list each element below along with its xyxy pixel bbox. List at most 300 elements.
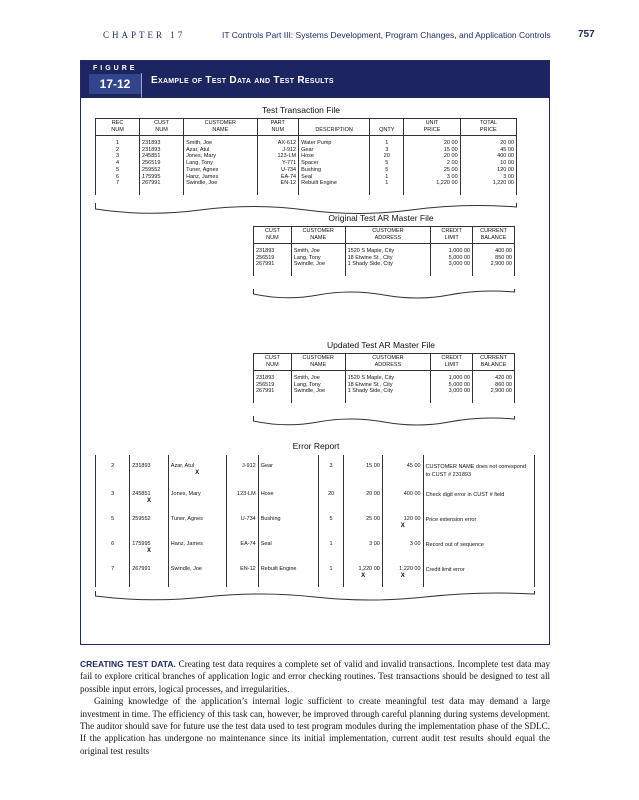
table-row [96,136,517,147]
column-header-line-1: PART [270,120,285,126]
error-mark: X [361,573,366,579]
column-header-line-2: LIMIT [444,362,459,368]
column-header-line-2: NUM [266,235,279,241]
table-cell-empty [140,187,184,195]
table-row [254,261,515,268]
cell-value: Bushing [260,516,281,522]
table-cell: Hanz, James [184,174,257,181]
table-cell: 231893 [254,244,292,255]
table-cell-empty [299,187,370,195]
table-cell [130,455,169,487]
table-cell [258,455,318,487]
table-cell: Lang, Tony [291,382,345,389]
table-cell: 4 [96,160,140,167]
page-number: 757 [578,29,595,40]
column-header-line-1: CUST [264,228,280,234]
table-cell [258,487,318,512]
table-cell: J-912 [257,147,299,154]
table-cell: 3,000 00 [431,261,473,268]
original-master-title: Original Test AR Master File [328,213,434,223]
transaction-file-title: Test Transaction File [262,105,340,115]
table-cell: U-734 [257,167,299,174]
table-cell [344,455,383,487]
cell-value: 2 [111,463,115,469]
table-cell [382,455,423,487]
column-header [299,119,370,136]
table-row [96,180,517,187]
table-cell [258,512,318,537]
column-header-line-2: PRICE [423,127,441,133]
table-cell: Smith, Joe [291,244,345,255]
table-cell: 20 00 [404,136,460,147]
table-cell: 2 00 [404,160,460,167]
column-header-line-1: CURRENT [480,355,507,361]
column-header [345,227,431,244]
table-cell-empty [257,187,299,195]
table-cell: 1 Shady Side, City [345,261,431,268]
table-cell: EN-12 [257,180,299,187]
column-header [140,119,184,136]
table-cell [382,562,423,587]
cell-value: Hose [260,491,274,497]
table-cell: Lang, Tony [184,160,257,167]
table-cell: 3 [370,147,404,154]
original-master-table [253,226,515,276]
error-mark: X [195,470,200,476]
running-title: IT Controls Part III: Systems Development, Program Changes, and Application Controls [222,30,551,40]
body-text [80,658,550,757]
table-cell: Swindle, Joe [291,388,345,395]
table-cell [318,455,344,487]
cell-value: Hanz, James [170,541,203,547]
cell-value: Swindle, Joe [170,566,202,572]
table-cell: 10 00 [460,160,516,167]
table-row [254,371,515,382]
table-cell: 860 00 [473,382,515,389]
table-cell [382,512,423,537]
table-cell: 175995 [140,174,184,181]
error-report-title: Error Report [292,441,340,451]
error-mark: X [400,523,405,529]
error-row [96,487,535,512]
column-header [431,354,473,371]
cell-value: 7 [111,566,115,572]
column-header-line-1: CUSTOMER [372,355,404,361]
table-cell: Gear [299,147,370,154]
cell-value: Seal [260,541,272,547]
updated-master-title: Updated Test AR Master File [326,340,436,350]
column-header-line-1: CUST [264,355,280,361]
table-cell: Smith, Joe [184,136,257,147]
table-cell: 20 00 [404,153,460,160]
column-header-line-1: CUSTOMER [372,228,404,234]
table-cell: 259552 [140,167,184,174]
column-header-line-1: CREDIT [441,228,462,234]
column-header [431,227,473,244]
table-cell-empty [345,268,431,276]
table-row [254,255,515,262]
chapter-label: CHAPTER 17 [103,30,186,40]
table-cell: 1 [370,174,404,181]
cell-value: 3 00 [369,541,380,547]
column-header [473,227,515,244]
paragraph-1-text: Creating test data requires a complete set of valid and invalid transactions. Incomplete test data may fail to explore critical branches of application logic and error checking routines. Test transactions should be designed to test all possible input errors, logical processes, and irregularities. [80,659,550,694]
column-header-line-1: CUST [154,120,170,126]
table-cell: 256519 [254,255,292,262]
table-cell: 18 Etwine St , City [345,255,431,262]
cell-value: 25 00 [366,516,380,522]
table-cell: Jones, Mary [184,153,257,160]
table-cell-empty [254,268,292,276]
cell-value: 1,220 00 [358,566,380,572]
table-row [96,160,517,167]
table-cell: Spacer [299,160,370,167]
table-cell-empty [291,395,345,403]
table-row [96,153,517,160]
cell-value: CUSTOMER NAME does not correspond to CUST # 231893 [425,464,527,478]
table-cell: 267991 [254,388,292,395]
table-cell: 20 00 [460,136,516,147]
table-cell: Y-771 [257,160,299,167]
table-cell: EA-74 [257,174,299,181]
figure-number: 17-12 [99,77,131,91]
table-cell: Azar, Atul [184,147,257,154]
table-cell-empty [431,395,473,403]
table-cell [226,512,258,537]
column-header-line-1: CURRENT [480,228,507,234]
column-header-line-2: NUM [111,127,124,133]
cell-value: 3 00 [409,541,421,547]
table-cell: Water Pump [299,136,370,147]
cell-value: 45 00 [406,463,421,469]
column-header-line-1: TOTAL [479,120,497,126]
table-cell [96,512,130,537]
error-report-table [95,455,535,587]
error-mark: X [400,573,405,579]
table-row [254,388,515,395]
table-cell [168,487,226,512]
table-cell [226,562,258,587]
column-header [473,354,515,371]
column-header [184,119,257,136]
cell-value: Credit limit error [425,567,465,573]
cell-value: 1 [329,541,333,547]
cell-value: EA-74 [240,541,256,547]
column-header-line-2: NAME [310,362,327,368]
table-cell-empty [460,187,516,195]
table-cell: Lang, Tony [291,255,345,262]
figure-divider [141,73,142,98]
cell-value: J-912 [241,463,256,469]
table-cell: 6 [96,174,140,181]
table-cell-empty [345,395,431,403]
table-cell-empty [473,268,515,276]
column-header-line-1: REC [111,120,124,126]
column-header [254,227,292,244]
updated-master-wave [253,416,515,428]
table-cell: 3 00 [404,174,460,181]
table-cell [96,455,130,487]
table-cell [318,562,344,587]
table-cell: 2,900 00 [473,388,515,395]
column-header [345,354,431,371]
table-cell: 1,000 00 [431,371,473,382]
figure-17-12 [80,60,550,645]
cell-value: Jones, Mary [170,491,201,497]
table-cell: 256519 [140,160,184,167]
cell-value: 123-LM [237,491,256,497]
table-cell [423,537,534,562]
running-head [0,30,639,44]
error-row [96,512,535,537]
column-header [291,227,345,244]
transaction-file-table [95,118,517,195]
cell-value: 259552 [132,516,151,522]
table-cell [423,512,534,537]
cell-value: 6 [111,541,115,547]
cell-value: Azar, Atul [170,463,195,469]
table-cell [344,487,383,512]
table-row [96,147,517,154]
column-header-line-2: PRICE [479,127,497,133]
table-cell: 400 00 [473,244,515,255]
table-cell: 245851 [140,153,184,160]
cell-value: 3 [329,463,333,469]
cell-value: 20 [327,491,335,497]
table-cell: AX-612 [257,136,299,147]
table-cell [382,487,423,512]
cell-value: Record out of sequence [425,542,484,548]
table-cell [168,455,226,487]
table-cell: Smith, Joe [291,371,345,382]
table-cell [168,562,226,587]
table-cell-empty [184,187,257,195]
table-cell-empty [404,187,460,195]
table-cell: 5 [370,167,404,174]
table-cell: Swindle, Joe [291,261,345,268]
cell-value: 175995 [132,541,151,547]
table-cell: 1520 S Maple, City [345,371,431,382]
cell-value: 245851 [132,491,151,497]
cell-value: Price extension error [425,517,477,523]
table-cell: 231893 [140,136,184,147]
table-cell: 2 [96,147,140,154]
table-cell: 45 00 [460,147,516,154]
table-cell: 5,000 00 [431,255,473,262]
figure-header [81,61,549,98]
cell-value: 5 [329,516,333,522]
table-cell [130,537,169,562]
cell-value: 120 00 [403,516,421,522]
cell-value: Rebuilt Engine [260,566,297,572]
table-cell: 25 00 [404,167,460,174]
column-header [370,119,404,136]
table-cell: 231893 [140,147,184,154]
table-cell [423,455,534,487]
cell-value: 5 [111,516,115,522]
table-cell: 231893 [254,371,292,382]
cell-value: Tuner, Agnes [170,516,203,522]
table-cell: 5,000 00 [431,382,473,389]
table-cell: Swindle, Joe [184,180,257,187]
column-header-line-2: NAME [310,235,327,241]
table-cell: 2,900 00 [473,261,515,268]
column-header-line-2: BALANCE [480,235,507,241]
table-cell: 1 Shady Side, City [345,388,431,395]
original-master-wave [253,289,515,301]
column-header-line-1: CUSTOMER [302,228,334,234]
table-row [254,244,515,255]
cell-value: U-734 [240,516,256,522]
table-cell [258,562,318,587]
cell-value: Gear [260,463,273,469]
table-cell: 123-LM [257,153,299,160]
error-mark: X [147,498,152,504]
error-mark: X [147,548,152,554]
table-row-spacer [254,268,515,276]
table-row [96,174,517,181]
table-cell: 3 00 [460,174,516,181]
column-header-line-2: QNTY [379,127,395,133]
cell-value: 1 [329,566,333,572]
table-cell: Hose [299,153,370,160]
table-cell-empty [431,268,473,276]
table-cell [258,537,318,562]
table-cell [168,512,226,537]
column-header [460,119,516,136]
table-cell: 1,000 00 [431,244,473,255]
table-cell: 256519 [254,382,292,389]
error-row [96,455,535,487]
table-cell-empty [473,395,515,403]
table-cell [423,562,534,587]
table-cell: 3,000 00 [431,388,473,395]
column-header-line-2: BALANCE [480,362,507,368]
table-cell: 1520 S Maple, City [345,244,431,255]
table-row-spacer [254,395,515,403]
table-cell-empty [96,187,140,195]
table-cell: 267991 [140,180,184,187]
column-header [254,354,292,371]
column-header [404,119,460,136]
column-header-line-2: NUM [271,127,285,133]
cell-value: 1,220 00 [399,566,421,572]
table-row-spacer [96,187,517,195]
table-cell: Rebuilt Engine [299,180,370,187]
table-cell: 5 [370,160,404,167]
table-cell: 850 00 [473,255,515,262]
table-cell: Bushing [299,167,370,174]
table-cell: 3 [96,153,140,160]
table-row [96,167,517,174]
cell-value: 400 00 [403,491,421,497]
table-cell: 120 00 [460,167,516,174]
table-cell: Seal [299,174,370,181]
table-cell: 7 [96,180,140,187]
table-cell [130,562,169,587]
table-cell: Tuner, Agnes [184,167,257,174]
table-cell [344,537,383,562]
table-row [254,382,515,389]
column-header-line-2: DESCRIPTION [315,127,353,133]
table-cell [96,537,130,562]
table-cell: 1,220 00 [404,180,460,187]
column-header-line-2: LIMIT [444,235,459,241]
column-header-line-1: CUSTOMER [204,120,236,126]
table-cell: 1 [370,180,404,187]
column-header-line-2: ADDRESS [374,235,402,241]
column-header [291,354,345,371]
paragraph-2: Gaining knowledge of the application’s internal logic sufficient to create meaningful test data may demand a large investment in time. The efficiency of this task can, however, be improved through careful planning during systems development. The auditor should save for future use the test data used to test program modules during the implementation phase of the SDLC. If the application has undergone no maintenance since its initial implementation, current audit test results should equal the original test results [80,696,550,756]
table-cell: 20 [370,153,404,160]
column-header-line-1: UNIT [425,120,439,126]
column-header [257,119,299,136]
table-cell [96,562,130,587]
paragraph-1 [80,658,550,695]
table-cell: 1,220 00 [460,180,516,187]
table-cell: 18 Etwine St , City [345,382,431,389]
table-cell-empty [370,187,404,195]
cell-value: 15 00 [366,463,380,469]
table-cell-empty [254,395,292,403]
table-cell [423,487,534,512]
column-header-line-1: CREDIT [441,355,462,361]
figure-title: Example of Test Data and Test Results [151,75,334,86]
cell-value: Check digit error in CUST # field [425,492,505,498]
table-cell [96,487,130,512]
column-header-line-1: CUSTOMER [302,355,334,361]
table-cell [130,512,169,537]
cell-value: 231893 [132,463,151,469]
table-cell: 15 00 [404,147,460,154]
error-row [96,562,535,587]
table-cell [226,537,258,562]
column-header [96,119,140,136]
table-cell [130,487,169,512]
table-cell: 400 00 [460,153,516,160]
figure-label: FIGURE [93,65,138,72]
cell-value: 267991 [132,566,151,572]
table-cell [318,512,344,537]
updated-master-table [253,353,515,403]
table-cell [226,487,258,512]
table-cell: 267991 [254,261,292,268]
table-cell: 420 00 [473,371,515,382]
figure-number-box [89,74,141,94]
error-row [96,537,535,562]
column-header-line-2: NUM [155,127,168,133]
cell-value: 20 00 [366,491,380,497]
cell-value: EN-12 [240,566,256,572]
table-cell [168,537,226,562]
column-header-line-2: NAME [212,127,229,133]
table-cell [318,487,344,512]
table-cell [226,455,258,487]
runin-heading: CREATING TEST DATA. [80,659,176,669]
table-cell: 5 [96,167,140,174]
table-cell [382,537,423,562]
column-header-line-2: ADDRESS [374,362,402,368]
table-cell: 1 [96,136,140,147]
cell-value: 3 [111,491,115,497]
error-report-wave [95,591,535,603]
table-cell: 1 [370,136,404,147]
table-cell-empty [291,268,345,276]
table-cell [318,537,344,562]
table-cell [344,512,383,537]
table-cell [344,562,383,587]
column-header-line-2: NUM [266,362,279,368]
